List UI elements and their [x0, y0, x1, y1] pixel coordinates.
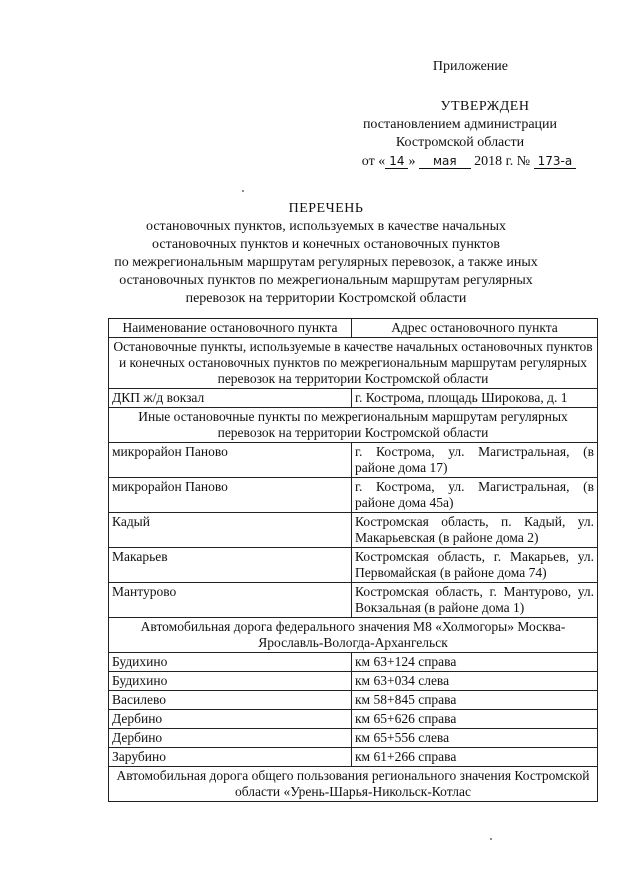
stop-address: Костромская область, г. Мантурово, ул. Вокзальная (в районе дома 1): [352, 583, 598, 618]
stop-address: км 65+626 справа: [352, 710, 598, 729]
stop-address: г. Кострома, ул. Магистральная, (в районе дома 17): [352, 443, 598, 478]
section-row: [109, 408, 598, 443]
section-row: [109, 767, 598, 802]
scan-speck: [242, 190, 244, 192]
title-line: остановочных пунктов, используемых в качестве начальных: [145, 219, 507, 234]
stop-name: Будихино: [109, 672, 352, 691]
table-header-row: [109, 319, 598, 338]
section-1-title: Остановочные пункты, используемые в качестве начальных остановочных пунктов и конечных остановочных пунктов по межрегиональным маршрутам регулярных перевозок на территории Костромской области: [109, 338, 598, 389]
date-prefix: от «: [361, 154, 386, 169]
table-row: [109, 672, 598, 691]
date-mid: »: [408, 154, 416, 169]
table-row: [109, 710, 598, 729]
table-row: [109, 691, 598, 710]
title-line: по межрегиональным маршрутам регулярных перевозок, а также иных: [114, 255, 538, 270]
table-row: [109, 653, 598, 672]
stop-address: г. Кострома, ул. Магистральная, (в районе дома 45а): [352, 478, 598, 513]
document-number: 173-а: [534, 154, 577, 169]
stop-name: Зарубино: [109, 748, 352, 767]
table-row: [109, 748, 598, 767]
stop-address: км 63+124 справа: [352, 653, 598, 672]
date-month: мая: [419, 154, 471, 169]
section-row: [109, 338, 598, 389]
section-4-title: Автомобильная дорога общего пользования регионального значения Костромской области «Урень-Шарья-Никольск-Котлас: [109, 767, 598, 802]
scan-speck: [490, 838, 492, 840]
stop-name: Мантурово: [109, 583, 352, 618]
stop-address: км 65+556 слева: [352, 729, 598, 748]
document-title: [100, 200, 552, 308]
approved-line-2: Костромской области: [395, 135, 525, 150]
section-3-title: Автомобильная дорога федерального значения М8 «Холмогоры» Москва-Ярославль-Вологда-Архангельск: [109, 618, 598, 653]
stop-name: ДКП ж/д вокзал: [109, 389, 352, 408]
stop-name: Кадый: [109, 513, 352, 548]
title-line: остановочных пунктов по межрегиональным маршрутам регулярных: [119, 273, 533, 288]
table-row: [109, 513, 598, 548]
stops-table: [108, 318, 598, 802]
stop-address: км 63+034 слева: [352, 672, 598, 691]
stop-name: микрорайон Паново: [109, 443, 352, 478]
stop-name: Дербино: [109, 710, 352, 729]
table-row: [109, 729, 598, 748]
approval-block: [330, 58, 590, 171]
date-day: 14: [385, 154, 408, 169]
table-row: [109, 548, 598, 583]
appendix-label: Приложение: [432, 59, 508, 74]
approved-line-1: постановлением администрации: [362, 117, 558, 132]
title-heading: ПЕРЕЧЕНЬ: [288, 201, 364, 216]
stop-address: Костромская область, п. Кадый, ул. Макарьевская (в районе дома 2): [352, 513, 598, 548]
col-header-name: Наименование остановочного пункта: [109, 319, 352, 338]
table-row: [109, 443, 598, 478]
table-row: [109, 478, 598, 513]
stop-name: Макарьев: [109, 548, 352, 583]
stop-address: Костромская область, г. Макарьев, ул. Первомайская (в районе дома 74): [352, 548, 598, 583]
stop-address: км 61+266 справа: [352, 748, 598, 767]
table-row: [109, 583, 598, 618]
stop-name: микрорайон Паново: [109, 478, 352, 513]
section-2-title: Иные остановочные пункты по межрегиональным маршрутам регулярных перевозок на территории Костромской области: [109, 408, 598, 443]
col-header-address: Адрес остановочного пункта: [352, 319, 598, 338]
stop-address: км 58+845 справа: [352, 691, 598, 710]
title-line: остановочных пунктов и конечных остановочных пунктов: [152, 237, 500, 252]
approved-heading: УТВЕРЖДЕН: [440, 99, 530, 114]
date-year: 2018 г. №: [474, 154, 531, 169]
stop-address: г. Кострома, площадь Широкова, д. 1: [352, 389, 598, 408]
section-row: [109, 618, 598, 653]
stop-name: Дербино: [109, 729, 352, 748]
stop-name: Василево: [109, 691, 352, 710]
table-row: [109, 389, 598, 408]
approval-date: [348, 152, 590, 171]
title-line: перевозок на территории Костромской области: [185, 291, 467, 306]
stop-name: Будихино: [109, 653, 352, 672]
